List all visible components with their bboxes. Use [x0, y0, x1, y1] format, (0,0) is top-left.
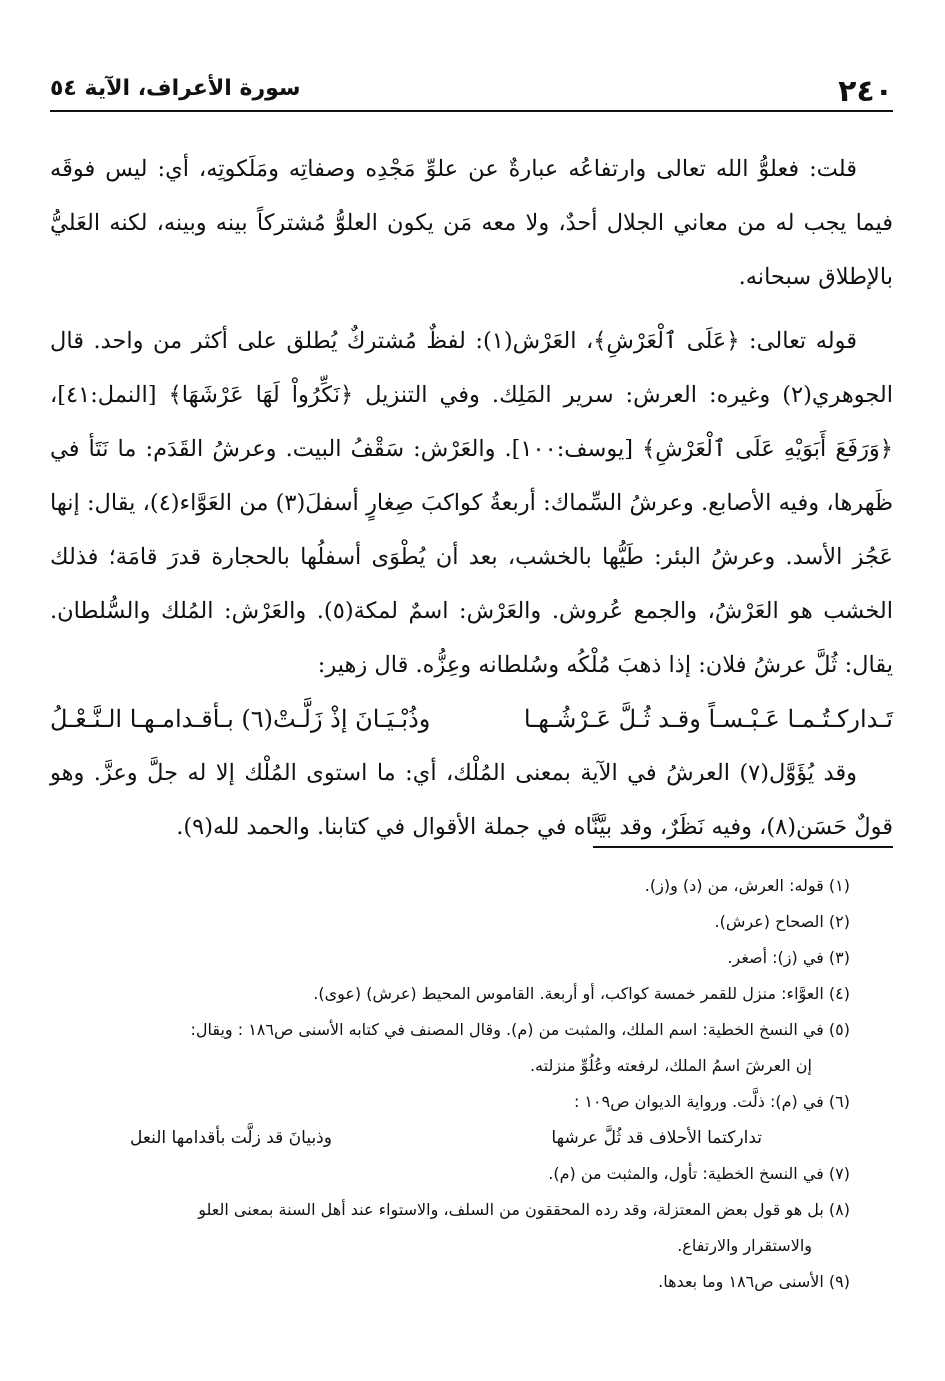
- footnote-2: (٢) الصحاح (عرش).: [714, 912, 850, 931]
- text-line: قوله تعالى: ﴿عَلَى ٱلْعَرْشِ﴾، العَرْش(١): لفظٌ مُشتركٌ يُطلق على أكثر من واحد.: [93, 328, 857, 354]
- verse-first-hemistich: تَـداركـتُـمـا عَـبْـسـاً وقـد ثُـلَّ عَـرْشُـهـا: [523, 705, 893, 733]
- footnote-verse-second-hemistich: وذبيانَ قد زلَّت بأقدامها النعل: [130, 1128, 332, 1148]
- main-text: [50, 142, 893, 854]
- footnote-6-verse: [50, 1120, 850, 1156]
- footnote-verse-first-hemistich: تداركتما الأحلاف قد ثُلَّ عرشها: [551, 1128, 762, 1148]
- text-line: والعَرْش: اسمٌ لمكة(٥). والعَرْش: المُلك والسُّلطان. يقال: ثُلَّ عرشُ فلان: إذا: [50, 598, 893, 678]
- page-header: [50, 70, 893, 112]
- footnote-5: (٥) في النسخ الخطية: اسم الملك، والمثبت من (م). وقال المصنف في كتابه الأسنى ص١٨٦ : ويقال:: [190, 1020, 850, 1039]
- page-number: ٢٤٠: [838, 74, 893, 109]
- footnotes: [50, 868, 850, 1300]
- footnote-1: (١) قوله: العرش، من (د) و(ز).: [644, 876, 850, 895]
- footnote-7: (٧) في النسخ الخطية: تأول، والمثبت من (م).: [548, 1164, 850, 1183]
- paragraph-2: [50, 314, 893, 692]
- paragraph-1: [50, 142, 893, 304]
- text-line: وقد يُؤَوَّل(٧) العرشُ في الآية بمعنى المُلْك، أي: ما استوى المُلْك إلا له جلَّ وعزَّ.: [93, 760, 857, 786]
- text-line: وهو قولٌ حَسَن(٨)، وفيه نَظَرٌ، وقد بيَّنَّاه في جملة الأقوال في كتابنا. والحمد لله(٩).: [50, 760, 893, 840]
- footnote-separator: [593, 846, 893, 848]
- text-line: لكنه العَليُّ بالإطلاق سبحانه.: [50, 210, 893, 290]
- footnote-3: (٣) في (ز): أصغر.: [727, 948, 850, 967]
- poetry-verse: [50, 692, 893, 746]
- footnote-9: (٩) الأسنى ص١٨٦ وما بعدها.: [658, 1272, 850, 1291]
- text-line: قلت: فعلوُّ الله تعالى وارتفاعُه عبارةٌ عن علوِّ مَجْدِه وصفاتِه ومَلَكوتِه، أي: ليس: [105, 156, 857, 182]
- footnote-4: (٤) العوَّاء: منزل للقمر خمسة كواكب، أو أربعة. القاموس المحيط (عرش) (عوى).: [313, 984, 850, 1003]
- text-line: أسفلَ(٣) من العَوَّاء(٤)، يقال: إنها عَجُز الأسد. وعرشُ البئر: طَيُّها بالخشب، بعد أن: [50, 490, 893, 570]
- footnote-8-continued: والاستقرار والارتفاع.: [677, 1236, 812, 1255]
- paragraph-3: [50, 746, 893, 854]
- text-line: يُطْوَى أسفلُها بالحجارة قدرَ قامَة؛ فذلك الخشب هو العَرْشُ، والجمع عُروش.: [50, 544, 893, 624]
- footnote-5-continued: إن العرشَ اسمُ الملك، لرفعته وعُلُوِّ منزلته.: [529, 1056, 812, 1075]
- verse-second-hemistich: وذُبْـيَـانَ إذْ زَلَّـتْ(٦) بـأقـدامـهـا الـنَّـعْـلُ: [50, 705, 431, 733]
- footnote-6: (٦) في (م): ذلَّت. ورواية الديوان ص١٠٩ :: [573, 1092, 850, 1111]
- running-title: سورة الأعراف، الآية ٥٤: [50, 76, 301, 101]
- text-line: فوقَه فيما يجب له من معاني الجلال أحدٌ، ولا معه مَن يكون العلوُّ مُشتركاً بينه وبينه،: [50, 156, 894, 236]
- text-line: قال الجوهري(٢) وغيره: العرش: سرير المَلِك. وفي التنزيل ﴿نَكِّرُواْ لَهَا عَرْشَهَا﴾: [50, 328, 894, 408]
- text-line: ذهبَ مُلْكُه وسُلطانه وعِزُّه. قال زهير:: [317, 652, 662, 678]
- text-line: [النمل:٤١]، ﴿وَرَفَعَ أَبَوَيْهِ عَلَى ٱلْعَرْشِ﴾ [يوسف:١٠٠]. والعَرْش: سَقْفُ البيت. وعرشُ: [50, 382, 893, 462]
- text-line: القَدَم: ما نَتَأ في ظَهرها، وفيه الأصابع. وعرشُ السِّماك: أربعةُ كواكبَ صِغارٍ: [50, 436, 894, 516]
- footnote-8: (٨) بل هو قول بعض المعتزلة، وقد رده المحققون من السلف، والاستواء عند أهل السنة بمعنى العلو: [198, 1200, 850, 1219]
